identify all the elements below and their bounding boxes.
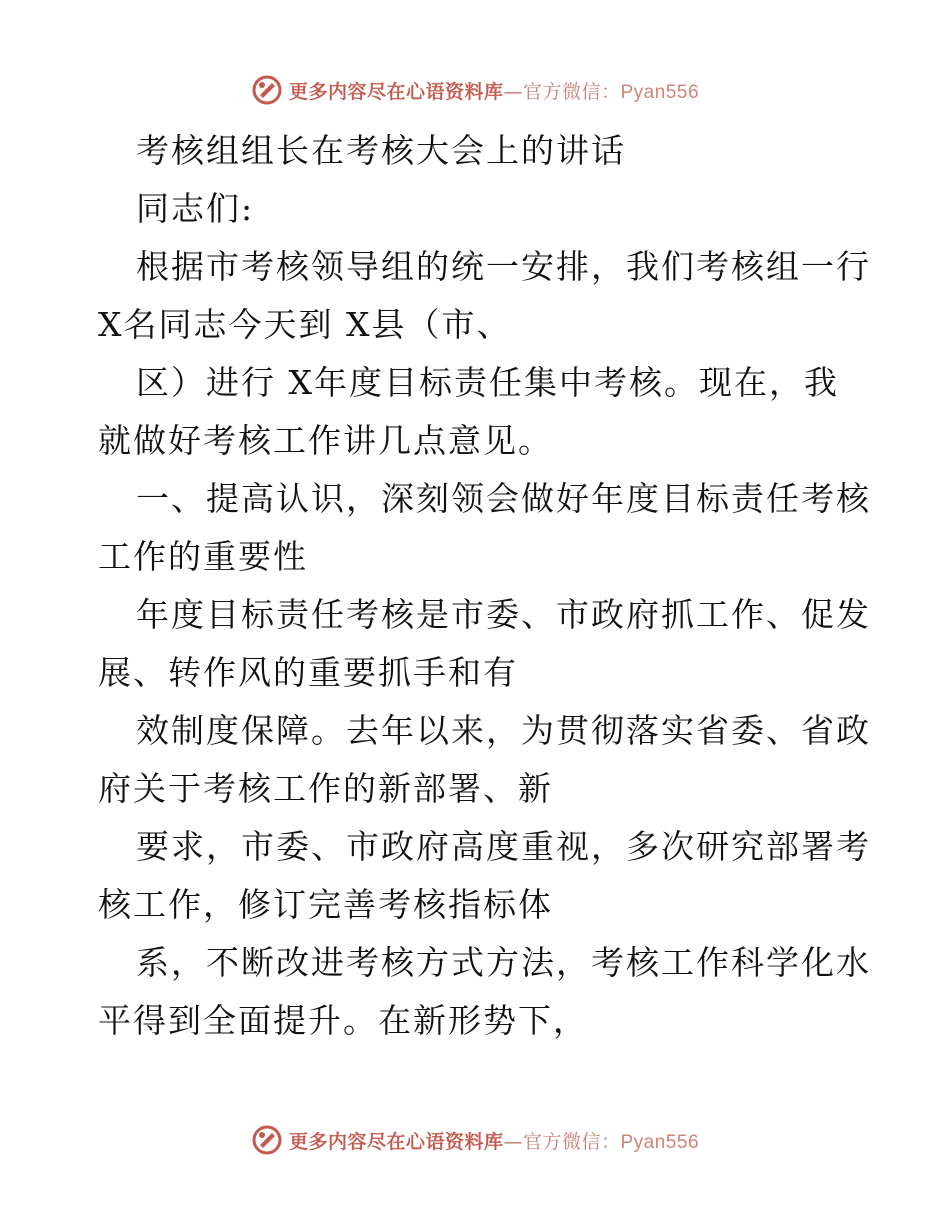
text-line: 展、转作风的重要抓手和有 (98, 653, 518, 692)
text-line: 平得到全面提升。在新形势下， (98, 1001, 588, 1040)
text-line: 同志们: (136, 189, 255, 228)
watermark-site: 更多内容尽在心语资料库 (288, 80, 504, 103)
watermark-wechat-id: Pyan556 (620, 81, 700, 103)
text-line: 年度目标责任考核是市委、市政府抓工作、促发 (136, 595, 871, 634)
text-line: 要求，市委、市政府高度重视，多次研究部署考 (136, 827, 871, 866)
logo-icon (251, 74, 283, 106)
document-title: 考核组组长在考核大会上的讲话 (136, 131, 626, 170)
text-line: 效制度保障。去年以来，为贯彻落实省委、省政 (136, 711, 871, 750)
text-line: 系，不断改进考核方式方法，考核工作科学化水 (136, 943, 871, 982)
watermark-wechat-label: 官方微信： (522, 1130, 621, 1153)
watermark-text (289, 77, 699, 104)
text-line: 核工作，修订完善考核指标体 (98, 885, 553, 924)
text-line: 工作的重要性 (98, 537, 308, 576)
text-line: 就做好考核工作讲几点意见。 (98, 421, 553, 460)
text-line: 一、提高认识，深刻领会做好年度目标责任考核 (136, 479, 871, 518)
document-body (98, 122, 871, 1050)
header-watermark (0, 70, 950, 110)
watermark-wechat-id: Pyan556 (620, 1131, 700, 1153)
text-line: 区）进行 X年度目标责任集中考核。现在，我 (136, 363, 839, 402)
watermark-wechat-label: 官方微信： (522, 80, 621, 103)
text-line: 府关于考核工作的新部署、新 (98, 769, 553, 808)
footer-watermark (0, 1120, 950, 1160)
watermark-text (289, 1127, 699, 1154)
text-line: X名同志今天到 X县（市、 (98, 305, 512, 344)
watermark-site: 更多内容尽在心语资料库 (288, 1130, 504, 1153)
logo-icon (251, 1124, 283, 1156)
watermark-dash: — (503, 80, 523, 103)
text-line: 根据市考核领导组的统一安排，我们考核组一行 (136, 247, 871, 286)
watermark-dash: — (503, 1130, 523, 1153)
